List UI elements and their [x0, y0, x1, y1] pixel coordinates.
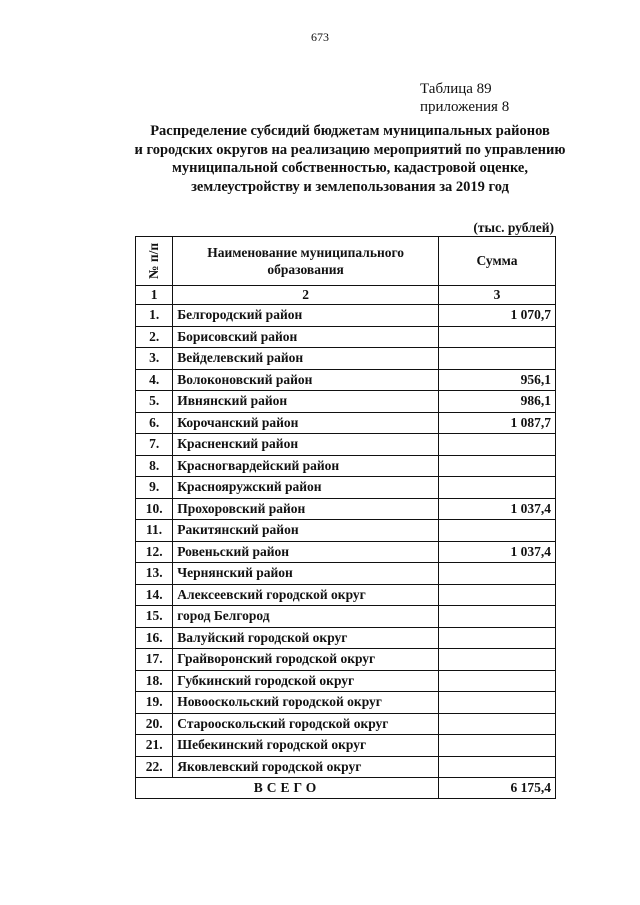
total-label: ВСЕГО: [136, 778, 439, 799]
row-sum: [439, 606, 556, 628]
table-row: [136, 305, 556, 327]
row-sum: [439, 692, 556, 714]
table-row: [136, 584, 556, 606]
row-sum: [439, 584, 556, 606]
column-number-3: 3: [439, 286, 556, 305]
row-number: 22.: [136, 756, 173, 778]
row-name: Алексеевский городской округ: [173, 584, 439, 606]
table-row: [136, 348, 556, 370]
column-number-row: [136, 286, 556, 305]
table-row: [136, 541, 556, 563]
title-line-2: и городских округов на реализацию мероприятий по управлению: [134, 141, 566, 158]
row-name: Красненский район: [173, 434, 439, 456]
table-row: [136, 649, 556, 671]
row-name: Борисовский район: [173, 326, 439, 348]
row-number: 10.: [136, 498, 173, 520]
header-name: Наименование муниципального образования: [173, 237, 439, 286]
row-number: 13.: [136, 563, 173, 585]
row-name: Чернянский район: [173, 563, 439, 585]
row-number: 17.: [136, 649, 173, 671]
row-number: 21.: [136, 735, 173, 757]
table-row: [136, 670, 556, 692]
table-row: [136, 412, 556, 434]
row-number: 18.: [136, 670, 173, 692]
row-name: Красногвардейский район: [173, 455, 439, 477]
subsidy-table: [135, 236, 556, 799]
table-row: [136, 369, 556, 391]
row-number: 9.: [136, 477, 173, 499]
table-row: [136, 498, 556, 520]
row-name: Вейделевский район: [173, 348, 439, 370]
row-sum: [439, 326, 556, 348]
row-number: 4.: [136, 369, 173, 391]
total-sum: 6 175,4: [439, 778, 556, 799]
row-number: 20.: [136, 713, 173, 735]
row-sum: [439, 348, 556, 370]
row-sum: 986,1: [439, 391, 556, 413]
header-number: [136, 237, 173, 286]
row-sum: 1 037,4: [439, 541, 556, 563]
header-number-label: № п/п: [146, 242, 162, 280]
table-row: [136, 735, 556, 757]
row-number: 8.: [136, 455, 173, 477]
table-row: [136, 520, 556, 542]
row-name: Яковлевский городской округ: [173, 756, 439, 778]
row-name: Белгородский район: [173, 305, 439, 327]
title-line-1: Распределение субсидий бюджетам муниципальных районов: [150, 123, 550, 139]
table-row: [136, 713, 556, 735]
row-name: Ракитянский район: [173, 520, 439, 542]
row-sum: 956,1: [439, 369, 556, 391]
row-name: город Белгород: [173, 606, 439, 628]
row-number: 19.: [136, 692, 173, 714]
row-sum: [439, 713, 556, 735]
row-sum: 1 087,7: [439, 412, 556, 434]
row-sum: [439, 563, 556, 585]
row-name: Шебекинский городской округ: [173, 735, 439, 757]
table-row: [136, 434, 556, 456]
column-number-1: 1: [136, 286, 173, 305]
row-sum: [439, 455, 556, 477]
table-row: [136, 606, 556, 628]
table-ref-line-1: Таблица 89: [420, 81, 492, 97]
table-row: [136, 391, 556, 413]
row-sum: 1 070,7: [439, 305, 556, 327]
row-number: 11.: [136, 520, 173, 542]
table-row: [136, 563, 556, 585]
row-number: 2.: [136, 326, 173, 348]
row-number: 7.: [136, 434, 173, 456]
document-title: [70, 122, 630, 196]
row-sum: [439, 520, 556, 542]
table-reference: [420, 80, 509, 116]
row-name: Старооскольский городской округ: [173, 713, 439, 735]
table-row: [136, 477, 556, 499]
row-sum: [439, 627, 556, 649]
title-line-4: землеустройству и землепользования за 2019 год: [191, 178, 509, 195]
row-number: 5.: [136, 391, 173, 413]
row-number: 16.: [136, 627, 173, 649]
row-sum: [439, 434, 556, 456]
row-name: Волоконовский район: [173, 369, 439, 391]
page-number: 673: [311, 30, 329, 44]
table-row: [136, 455, 556, 477]
row-sum: [439, 477, 556, 499]
table-row: [136, 756, 556, 778]
table-row: [136, 627, 556, 649]
row-number: 15.: [136, 606, 173, 628]
table-row: [136, 326, 556, 348]
column-number-2: 2: [173, 286, 439, 305]
row-number: 14.: [136, 584, 173, 606]
table-body: [136, 286, 556, 778]
row-name: Губкинский городской округ: [173, 670, 439, 692]
row-name: Новооскольский городской округ: [173, 692, 439, 714]
header-sum: Сумма: [439, 237, 556, 286]
row-sum: [439, 756, 556, 778]
row-name: Ивнянский район: [173, 391, 439, 413]
row-name: Корочанский район: [173, 412, 439, 434]
title-line-3: муниципальной собственностью, кадастровой оценке,: [171, 160, 528, 176]
row-number: 1.: [136, 305, 173, 327]
row-number: 6.: [136, 412, 173, 434]
row-name: Прохоровский район: [173, 498, 439, 520]
row-sum: 1 037,4: [439, 498, 556, 520]
units-label: (тыс. рублей): [473, 220, 554, 235]
total-row: [136, 778, 556, 799]
row-number: 3.: [136, 348, 173, 370]
table-header-row: [136, 237, 556, 286]
row-sum: [439, 735, 556, 757]
table-ref-line-2: приложения 8: [420, 99, 510, 115]
row-name: Грайворонский городской округ: [173, 649, 439, 671]
row-name: Краснояружский район: [173, 477, 439, 499]
row-sum: [439, 670, 556, 692]
row-number: 12.: [136, 541, 173, 563]
row-name: Валуйский городской округ: [173, 627, 439, 649]
row-name: Ровеньский район: [173, 541, 439, 563]
row-sum: [439, 649, 556, 671]
table-row: [136, 692, 556, 714]
